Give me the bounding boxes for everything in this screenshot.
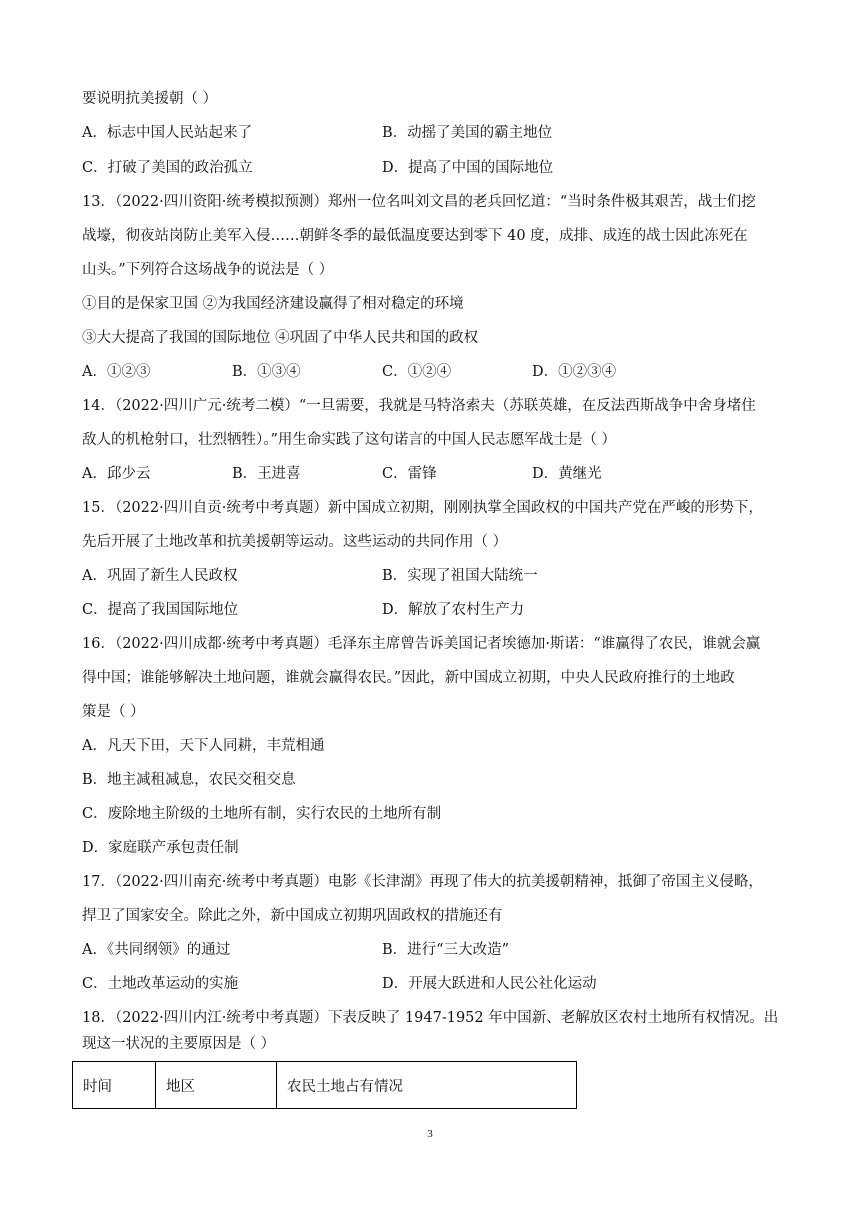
table-header-time: 时间 <box>73 1062 156 1109</box>
question-12-option-d: D．提高了中国的国际地位 <box>382 160 554 176</box>
table-header-row <box>73 1062 577 1109</box>
question-13-option-b: B．①③④ <box>232 364 301 380</box>
question-15-stem-line-1: 15．（2022·四川自贡·统考中考真题）新中国成立初期，刚刚执掌全国政权的中国共产党在严峻的形势下， <box>82 500 763 516</box>
question-14-option-c: C．雷锋 <box>382 466 437 482</box>
question-15-option-d: D．解放了农村生产力 <box>382 602 525 618</box>
question-15-option-c: C．提高了我国国际地位 <box>82 602 239 618</box>
question-18-stem-line-1: 18．（2022·四川内江·统考中考真题）下表反映了 1947-1952 年中国新、老解放区农村土地所有权情况。出 <box>82 1010 779 1026</box>
question-16-stem-line-2: 得中国；谁能够解决土地问题，谁就会赢得农民。”因此，新中国成立初期，中央人民政府推行的土地政 <box>82 670 735 686</box>
question-17-option-b: B．进行“三大改造” <box>382 942 509 958</box>
question-12-option-b: B．动摇了美国的霸主地位 <box>382 125 553 141</box>
table-header-farmer-land: 农民土地占有情况 <box>277 1062 577 1109</box>
page-number: 3 <box>427 1128 433 1140</box>
question-16-option-c: C．废除地主阶级的土地所有制，实行农民的土地所有制 <box>82 806 442 822</box>
question-13-option-a: A．①②③ <box>82 364 151 380</box>
question-15-option-a: A．巩固了新生人民政权 <box>82 568 238 584</box>
question-14-option-a: A．邱少云 <box>82 466 151 482</box>
question-17-option-a: A．《共同纲领》的通过 <box>82 942 231 958</box>
question-14-stem-line-2: 敌人的机枪射口，壮烈牺牲）。”用生命实践了这句诺言的中国人民志愿军战士是（ ） <box>82 432 617 448</box>
question-12-option-a: A．标志中国人民站起来了 <box>82 125 252 141</box>
question-13-stem-line-3: 山头。”下列符合这场战争的说法是（ ） <box>82 262 334 278</box>
question-14-option-d: D．黄继光 <box>532 466 602 482</box>
question-16-option-a: A．凡天下田，天下人同耕，丰荒相通 <box>82 738 325 754</box>
question-16-stem-line-1: 16．（2022·四川成都·统考中考真题）毛泽东主席曾告诉美国记者埃德加·斯诺：“谁赢得了农民，谁就会赢 <box>82 636 761 652</box>
question-17-option-d: D．开展大跃进和人民公社化运动 <box>382 976 597 992</box>
question-13-option-c: C．①②④ <box>382 364 452 380</box>
question-18-stem-line-2: 现这一状况的主要原因是（ ） <box>82 1036 276 1052</box>
question-13-statements-1: ①目的是保家卫国 ②为我国经济建设赢得了相对稳定的环境 <box>82 296 464 312</box>
question-16-stem-line-3: 策是（ ） <box>82 704 145 720</box>
question-17-stem-line-2: 捍卫了国家安全。除此之外，新中国成立初期巩固政权的措施还有 <box>82 908 503 924</box>
question-13-stem-line-1: 13．（2022·四川资阳·统考模拟预测）郑州一位名叫刘文昌的老兵回忆道：“当时条件极其艰苦，战士们挖 <box>82 194 756 210</box>
question-14-stem-line-1: 14．（2022·四川广元·统考二模）“一旦需要，我就是马特洛索夫（苏联英雄，在反法西斯战争中舍身堵住 <box>82 398 756 414</box>
question-15-option-b: B．实现了祖国大陆统一 <box>382 568 538 584</box>
land-ownership-table <box>72 1061 577 1109</box>
question-17-option-c: C．土地改革运动的实施 <box>82 976 239 992</box>
question-17-stem-line-1: 17．（2022·四川南充·统考中考真题）电影《长津湖》再现了伟大的抗美援朝精神，抵御了帝国主义侵略， <box>82 874 763 890</box>
question-12-stem-end: 要说明抗美援朝（ ） <box>82 91 218 107</box>
question-15-stem-line-2: 先后开展了土地改革和抗美援朝等运动。这些运动的共同作用（ ） <box>82 534 508 550</box>
question-12-option-c: C．打破了美国的政治孤立 <box>82 160 253 176</box>
question-13-option-d: D．①②③④ <box>532 364 617 380</box>
question-14-option-b: B．王进喜 <box>232 466 301 482</box>
question-16-option-b: B．地主减租减息，农民交租交息 <box>82 772 296 788</box>
table-header-region: 地区 <box>156 1062 277 1109</box>
question-13-stem-line-2: 战壕，彻夜站岗防止美军入侵……朝鲜冬季的最低温度要达到零下 40 度，成排、成连的战士因此冻死在 <box>82 228 748 244</box>
question-13-statements-2: ③大大提高了我国的国际地位 ④巩固了中华人民共和国的政权 <box>82 330 479 346</box>
question-16-option-d: D．家庭联产承包责任制 <box>82 840 239 856</box>
